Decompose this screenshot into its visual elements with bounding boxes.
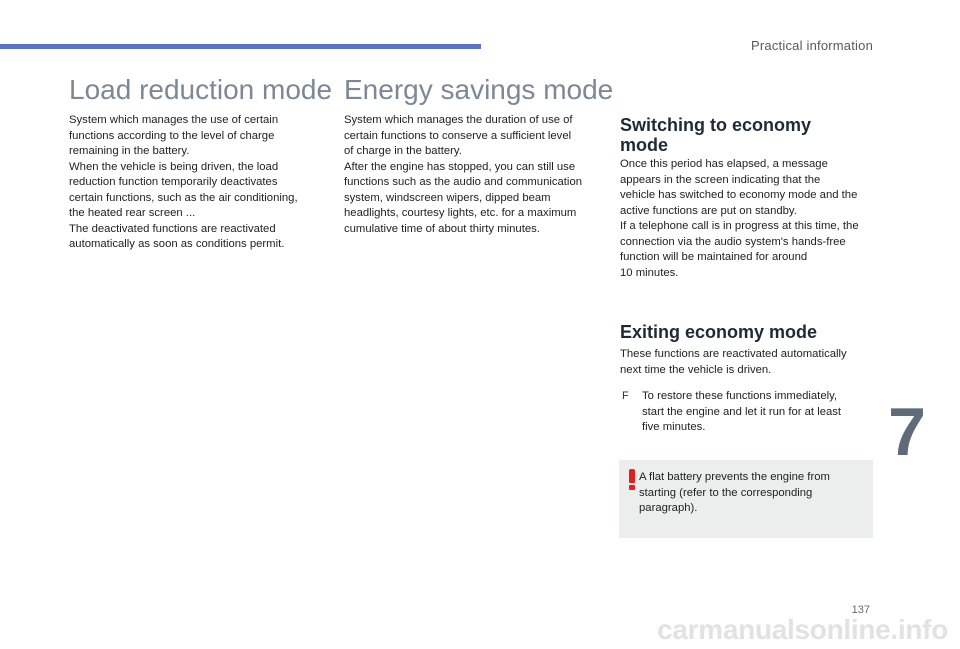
page-number: 137 — [851, 604, 870, 616]
exiting-economy-heading: Exiting economy mode — [620, 322, 818, 342]
header-accent-bar — [0, 44, 481, 49]
chapter-number: 7 — [888, 394, 926, 470]
bullet-arrow-icon: F — [622, 390, 629, 402]
exclamation-icon — [629, 469, 635, 490]
switching-economy-heading: Switching to economy mode — [620, 115, 812, 155]
instruction-bullet-text: To restore these functions immediately, start the engine and let it run for at least five minutes. — [642, 390, 842, 433]
warning-note — [619, 460, 873, 538]
warning-text: A flat battery prevents the engine from starting (refer to the corresponding paragraph). — [639, 471, 830, 514]
section-label: Practical information — [751, 38, 873, 53]
watermark: carmanualsonline.info — [657, 614, 948, 645]
switching-economy-text: Once this period has elapsed, a message appears in the screen indicating that the vehicle has switched to economy mode and the active functions are put on standby. If a telephone call is in progress at this time, the connection via the audio system's hands-free function will be maintained for around 10 minutes. — [620, 158, 859, 279]
load-reduction-text: System which manages the use of certain functions according to the level of charge remaining in the battery. When the vehicle is being driven, the load reduction function temporarily deactivates certain functions, such as the air conditioning, the heated rear screen ... The deactivated functions are reactivated automatically as soon as conditions permit. — [69, 114, 298, 250]
exiting-economy-text: These functions are reactivated automatically next time the vehicle is driven. — [620, 348, 847, 376]
energy-savings-text: System which manages the duration of use of certain functions to conserve a sufficient level of charge in the battery. After the engine has stopped, you can still use functions such as the audio and communication system, windscreen wipers, dipped beam headlights, courtesy lights, etc. for a maximum cumulative time of about thirty minutes. — [344, 114, 583, 235]
load-reduction-title: Load reduction mode — [69, 74, 333, 105]
energy-savings-title: Energy savings mode — [344, 74, 614, 105]
instruction-bullet — [620, 389, 878, 436]
